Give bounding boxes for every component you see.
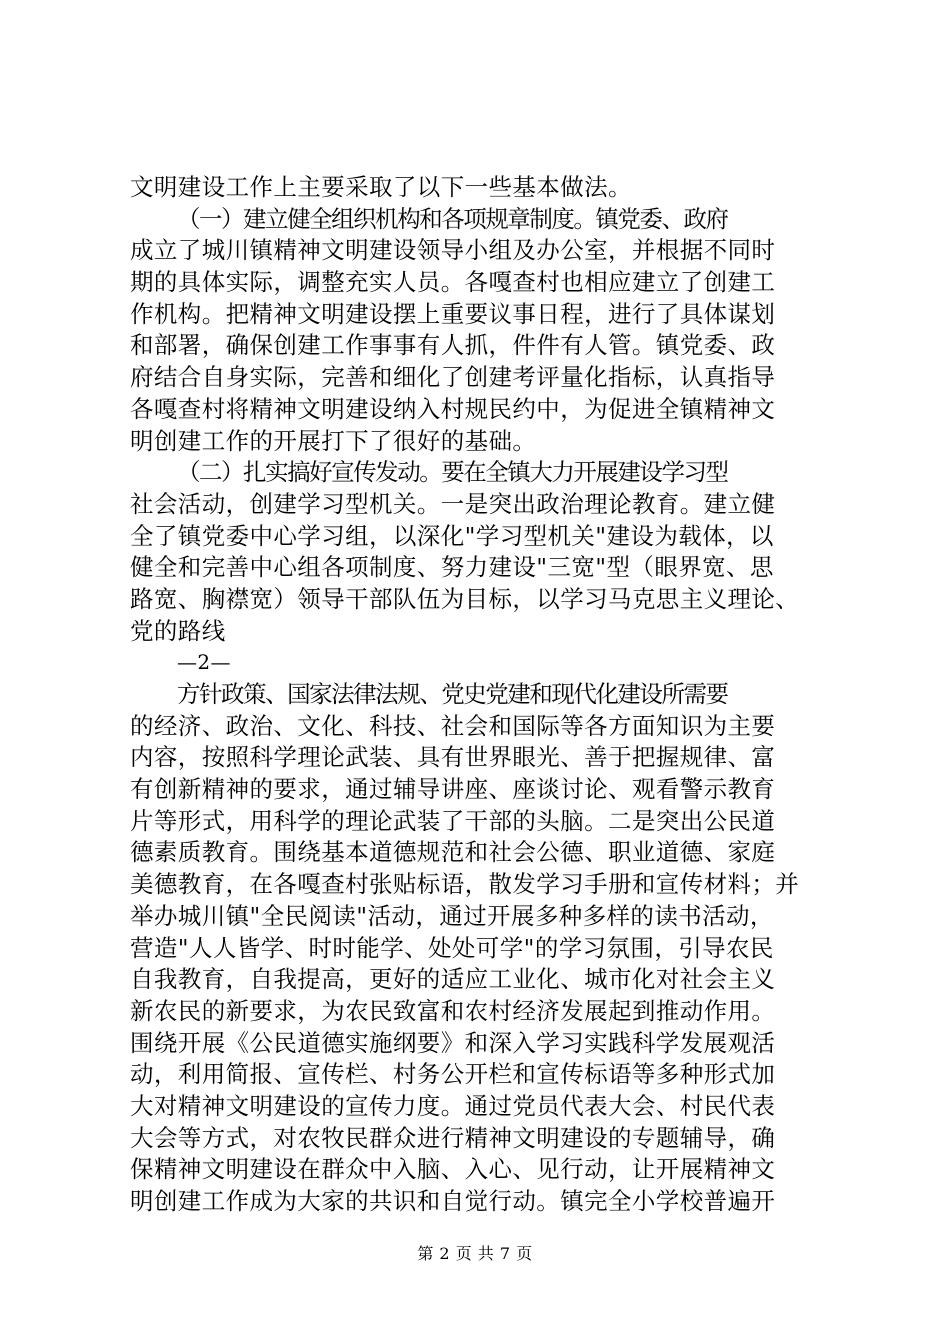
text-line: 美德教育，在各嘎查村张贴标语，散发学习手册和宣传材料；并 [130,870,800,899]
text-line: 明创建工作成为大家的共识和自觉行动。镇完全小学校普遍开 [130,1187,776,1215]
document-body [130,172,850,1218]
text-line: 大会等方式，对农牧民群众进行精神文明建设的专题辅导，确 [130,1123,776,1152]
text-line: 和部署，确保创建工作事事有人抓，件件有人管。镇党委、政 [130,331,776,360]
text-line: 营造"人人皆学、时时能学、处处可学"的学习氛围，引导农民 [130,933,774,962]
text-line: 围绕开展《公民道德实施纲要》和深入学习实践科学发展观活 [130,1028,776,1057]
text-line: （一）建立健全组织机构和各项规章制度。镇党委、政府 [177,204,728,233]
text-line: 的经济、政治、文化、科技、社会和国际等各方面知识为主要 [130,711,776,740]
text-line: 作机构。把精神文明建设摆上重要议事日程，进行了具体谋划 [130,299,776,328]
text-line: 府结合自身实际，完善和细化了创建考评量化指标，认真指导 [130,363,776,392]
text-line: 片等形式，用科学的理论武装了干部的头脑。二是突出公民道 [130,806,776,835]
text-line: 全了镇党委中心学习组，以深化"学习型机关"建设为载体，以 [130,521,774,550]
text-line: 内容，按照科学理论武装、具有世界眼光、善于把握规律、富 [130,743,776,772]
text-line: 文明建设工作上主要采取了以下一些基本做法。 [130,173,632,201]
text-line: 党的路线 [130,616,226,645]
text-line: 新农民的新要求，为农民致富和农村经济发展起到推动作用。 [130,996,776,1025]
text-line: （二）扎实搞好宣传发动。要在全镇大力开展建设学习型 [177,458,728,487]
text-line: 德素质教育。围绕基本道德规范和社会公德、职业道德、家庭 [130,838,776,867]
text-line: 方针政策、国家法律法规、党史党建和现代化建设所需要 [177,680,728,708]
text-line: 自我教育，自我提高，更好的适应工业化、城市化对社会主义 [130,965,776,994]
page-number-marker: —2— [177,650,231,675]
page-footer: 第 2 页 共 7 页 [417,1244,533,1263]
text-line: 动，利用简报、宣传栏、村务公开栏和宣传标语等多种形式加 [130,1060,776,1089]
text-line: 期的具体实际，调整充实人员。各嘎查村也相应建立了创建工 [130,268,776,297]
text-line: 明创建工作的开展打下了很好的基础。 [130,426,537,455]
text-line: 路宽、胸襟宽）领导干部队伍为目标，以学习马克思主义理论、 [130,584,800,613]
text-line: 有创新精神的要求，通过辅导讲座、座谈讨论、观看警示教育 [130,775,776,804]
text-line: 健全和完善中心组各项制度、努力建设"三宽"型（眼界宽、思 [130,553,774,582]
text-line: 举办城川镇"全民阅读"活动，通过开展多种多样的读书活动， [130,901,774,930]
text-line: 社会活动，创建学习型机关。一是突出政治理论教育。建立健 [130,489,776,518]
text-line: 成立了城川镇精神文明建设领导小组及办公室，并根据不同时 [130,236,776,265]
text-line: 各嘎查村将精神文明建设纳入村规民约中，为促进全镇精神文 [130,394,776,423]
text-line: 大对精神文明建设的宣传力度。通过党员代表大会、村民代表 [130,1091,776,1120]
text-line: 保精神文明建设在群众中入脑、入心、见行动，让开展精神文 [130,1155,776,1184]
